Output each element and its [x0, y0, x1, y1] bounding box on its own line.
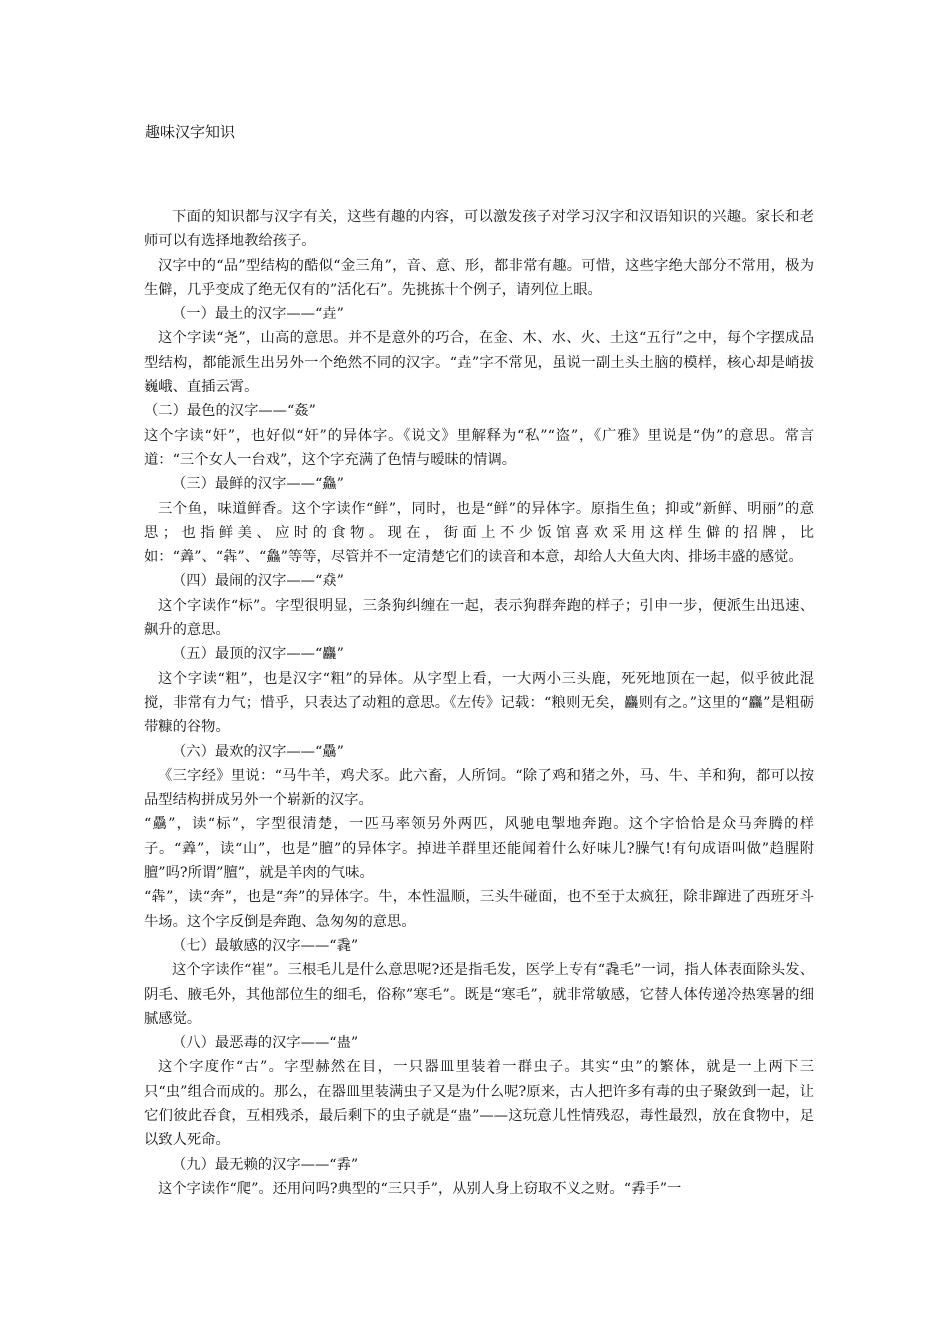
document-body	[144, 205, 814, 1201]
paragraph: 这个字读“尧”，山高的意思。并不是意外的巧合，在金、木、水、火、土这“五行”之中，每个字摆成品型结构，都能派生出另外一个绝然不同的汉字。“垚”字不常见，虽说一副土头土脑的模样，核心却是峭拔巍峨、直插云霄。	[144, 330, 814, 396]
paragraph: 《三字经》里说：“马牛羊，鸡犬豕。此六畜，人所饲。“除了鸡和猪之外，马、牛、羊和狗，都可以按品型结构拼成另外一个崭新的汉字。	[144, 767, 814, 809]
section-heading: （五）最顶的汉字——“麤”	[172, 646, 344, 663]
document-title: 趣味汉字知识	[145, 123, 236, 141]
paragraph: 这个字读作“崔”。三根毛儿是什么意思呢?还是指毛发，医学上专有“毳毛”一词，指人体表面除头发、阴毛、腋毛外，其他部位生的细毛，俗称”寒毛”。既是“寒毛”，就非常敏感，它替人体传递冷热寒暑的细腻感觉。	[144, 962, 814, 1027]
section-heading: （六）最欢的汉字——“驫”	[172, 743, 344, 760]
section-heading: （二）最色的汉字——“姦”	[144, 403, 316, 420]
paragraph: 这个字读“奸”，也好似“奸”的异体字。《说文》里解释为“私”“盗”，《广雅》里说是“伪”的意思。常言道：“三个女人一台戏”，这个字充满了色情与暧昧的情调。	[144, 427, 814, 468]
paragraph: 这个字读作“爬”。还用问吗?典型的“三只手”，从别人身上窃取不义之财。“掱手”一	[158, 1180, 682, 1197]
paragraph: 三个鱼，味道鲜香。这个字读作“鲜”，同时，也是“鲜”的异体字。原指生鱼；抑或”新鲜、明丽”的意思；也指鲜美、应时的食物。现在，街面上不少饭馆喜欢采用这样生僻的招牌，比如：“羴”、“犇”、“鱻”等等，尽管并不一定清楚它们的读音和本意，却给人大鱼大肉、排场丰盛的感觉。	[144, 500, 814, 566]
section-heading: （八）最恶毒的汉字——“蛊”	[172, 1035, 359, 1052]
paragraph: 下面的知识都与汉字有关，这些有趣的内容，可以激发孩子对学习汉字和汉语知识的兴趣。家长和老师可以有选择地教给孩子。	[144, 209, 814, 250]
paragraph: “驫”，读“标”，字型很清楚，一匹马率领另外两匹，风驰电掣地奔跑。这个字恰恰是众马奔腾的样子。“羴”，读“山”，也是”膻”的异体字。掉进羊群里还能闻着什么好味儿?臊气!有句成语叫做”趋腥附膻”吗?所谓”膻”，就是羊肉的气味。	[144, 816, 814, 882]
paragraph: 汉字中的“品”型结构的酷似“金三角”，音、意、形，都非常有趣。可惜，这些字绝大部分不常用，极为生僻，几乎变成了绝无仅有的”活化石”。先挑拣十个例子，请列位上眼。	[144, 257, 814, 298]
section-heading: （七）最敏感的汉字——“毳”	[172, 937, 359, 954]
section-heading: （九）最无赖的汉字——“掱”	[172, 1156, 359, 1173]
paragraph: 这个字度作“古”。字型赫然在目，一只器皿里装着一群虫子。其实“虫”的繁体，就是一上两下三只“虫”组合而成的。那么，在器皿里装满虫子又是为什么呢?原来，古人把许多有毒的虫子聚敛到一起，让它们彼此吞食，互相残杀，最后剩下的虫子就是“蛊”——这玩意儿性情残忍，毒性最烈，放在食物中，足以致人死命。	[144, 1059, 814, 1149]
paragraph: “犇”，读“奔”，也是“奔”的异体字。牛，本性温顺，三头牛碰面，也不至于太疯狂，除非蹿进了西班牙斗牛场。这个字反倒是奔跑、急匆匆的意思。	[144, 889, 814, 930]
paragraph: 这个字读作“标”。字型很明显，三条狗纠缠在一起，表示狗群奔跑的样子；引申一步，便派生出迅速、飙升的意思。	[144, 597, 814, 639]
section-heading: （一）最土的汉字——“垚”	[172, 306, 344, 323]
paragraph: 这个字读“粗”，也是汉字“粗”的异体。从字型上看，一大两小三头鹿，死死地顶在一起，似乎彼此混搅，非常有力气；惜乎，只表达了动粗的意思。《左传》记载：“粮则无矣，麤则有之。”这里的“麤”是粗砺带糠的谷物。	[144, 670, 814, 736]
section-heading: （三）最鲜的汉字——“鱻”	[172, 476, 344, 493]
section-heading: （四）最闹的汉字——“猋”	[172, 573, 344, 590]
